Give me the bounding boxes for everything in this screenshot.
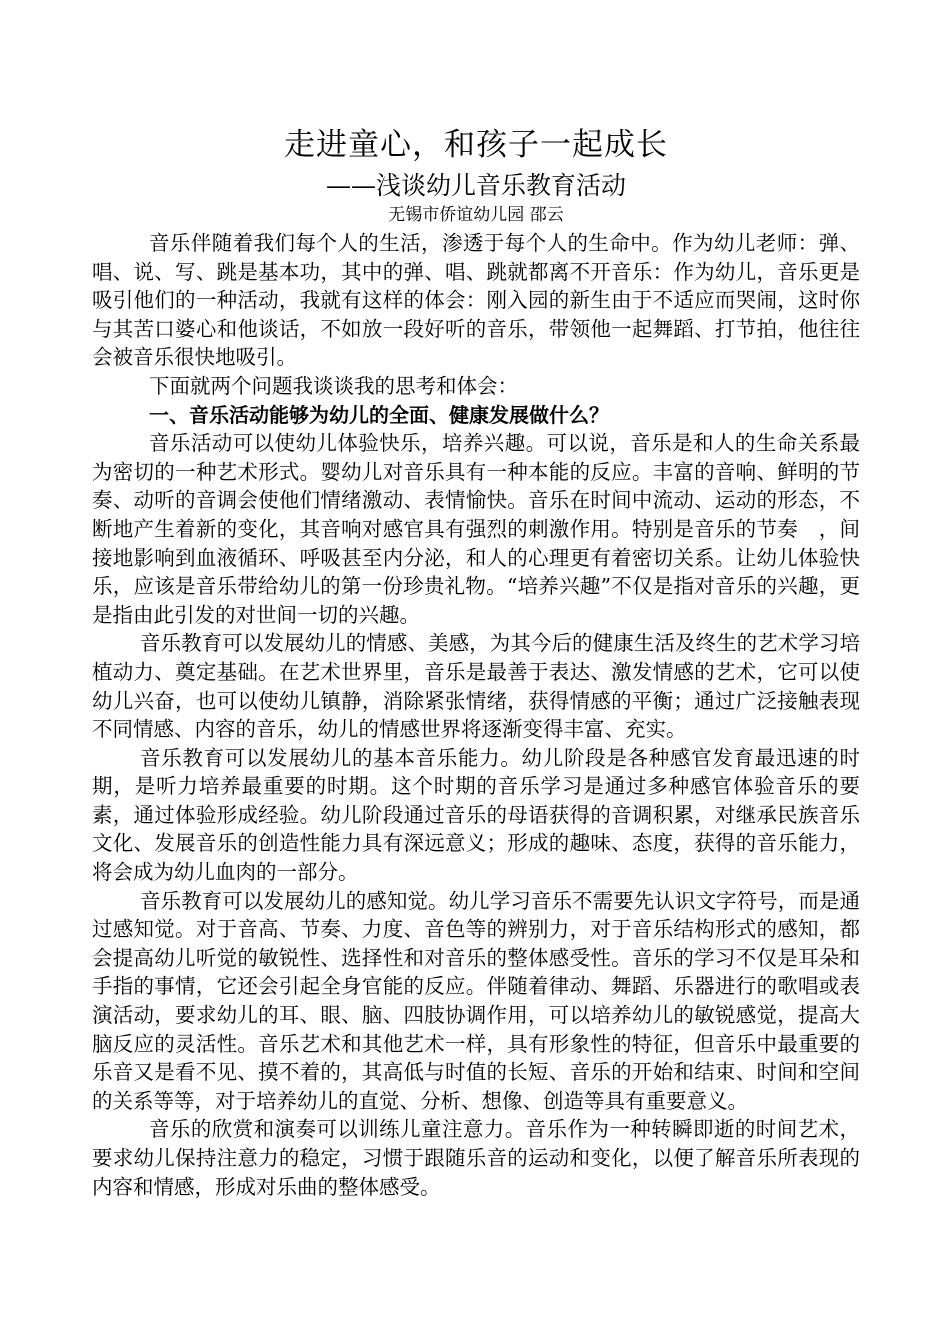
document-subtitle: ——浅谈幼儿音乐教育活动 — [325, 171, 626, 200]
paragraph-attention: 音乐的欣赏和演奏可以训练儿童注意力。音乐作为一种转瞬即逝的时间艺术，要求幼儿保持注意力的稳定，习惯于跟随乐音的运动和变化，以便了解音乐所表现的内容和情感，形成对乐曲的整体感受。 — [92, 1117, 860, 1199]
paragraph-transition: 下面就两个问题我谈谈我的思考和体会： — [149, 373, 518, 398]
paragraph-intro: 音乐伴随着我们每个人的生活，渗透于每个人的生命中。作为幼儿老师：弹、唱、说、写、跳是基本功，其中的弹、唱、跳就都离不开音乐：作为幼儿，音乐更是吸引他们的一种活动，我就有这样的体会：刚入园的新生由于不适应而哭闹，这时你与其苦口婆心和他谈话，不如放一段好听的音乐，带领他一起舞蹈、打节拍，他往往会被音乐很快地吸引。 — [92, 231, 860, 370]
paragraph-perception: 音乐教育可以发展幼儿的感知觉。幼儿学习音乐不需要先认识文字符号，而是通过感知觉。对于音高、节奏、力度、音色等的辨别力，对于音乐结构形式的感知，都会提高幼儿听觉的敏锐性、选择性和对音乐的整体感受性。音乐的学习不仅是耳朵和手指的事情，它还会引起全身官能的反应。伴随着律动、舞蹈、乐器进行的歌唱或表演活动，要求幼儿的耳、眼、脑、四肢协调作用，可以培养幼儿的敏锐感觉，提高大脑反应的灵活性。音乐艺术和其他艺术一样，具有形象性的特征，但音乐中最重要的乐音又是看不见、摸不着的，其高低与时值的长短、音乐的开始和结束、时间和空间的关系等等，对于培养幼儿的直觉、分析、想像、创造等具有重要意义。 — [92, 888, 860, 1113]
paragraph-music-ability: 音乐教育可以发展幼儿的基本音乐能力。幼儿阶段是各种感官发育最迅速的时期，是听力培养最重要的时期。这个时期的音乐学习是通过多种感官体验音乐的要素，通过体验形成经验。幼儿阶段通过音乐的母语获得的音调积累，对继承民族音乐文化、发展音乐的创造性能力具有深远意义；形成的趣味、态度，获得的音乐能力，将会成为幼儿血肉的一部分。 — [92, 745, 860, 885]
paragraph-joy-interest: 音乐活动可以使幼儿体验快乐，培养兴趣。可以说，音乐是和人的生命关系最为密切的一种艺术形式。婴幼儿对音乐具有一种本能的反应。丰富的音响、鲜明的节奏、动听的音调会使他们情绪激动、表情愉快。音乐在时间中流动、运动的形态，不断地产生着新的变化，其音响对感官具有强烈的刺激作用。特别是音乐的节奏 ，间接地影响到血液循环、呼吸甚至内分泌，和人的心理更有着密切关系。让幼儿体验快乐，应该是音乐带给幼儿的第一份珍贵礼物。“培养兴趣”不仅是指对音乐的兴趣，更是指由此引发的对世间一切的兴趣。 — [92, 431, 860, 627]
document-body — [92, 229, 860, 1201]
section-heading: 一、音乐活动能够为幼儿的全面、健康发展做什么？ — [149, 402, 609, 427]
document-title: 走进童心，和孩子一起成长 — [284, 127, 668, 163]
paragraph-emotion-beauty: 音乐教育可以发展幼儿的情感、美感，为其今后的健康生活及终生的艺术学习培植动力、奠定基础。在艺术世界里，音乐是最善于表达、激发情感的艺术，它可以使幼儿兴奋，也可以使幼儿镇静，消除紧张情绪，获得情感的平衡；通过广泛接触表现不同情感、内容的音乐，幼儿的情感世界将逐渐变得丰富、充实。 — [92, 631, 860, 742]
document-author: 无锡市侨谊幼儿园 邵云 — [388, 205, 564, 225]
